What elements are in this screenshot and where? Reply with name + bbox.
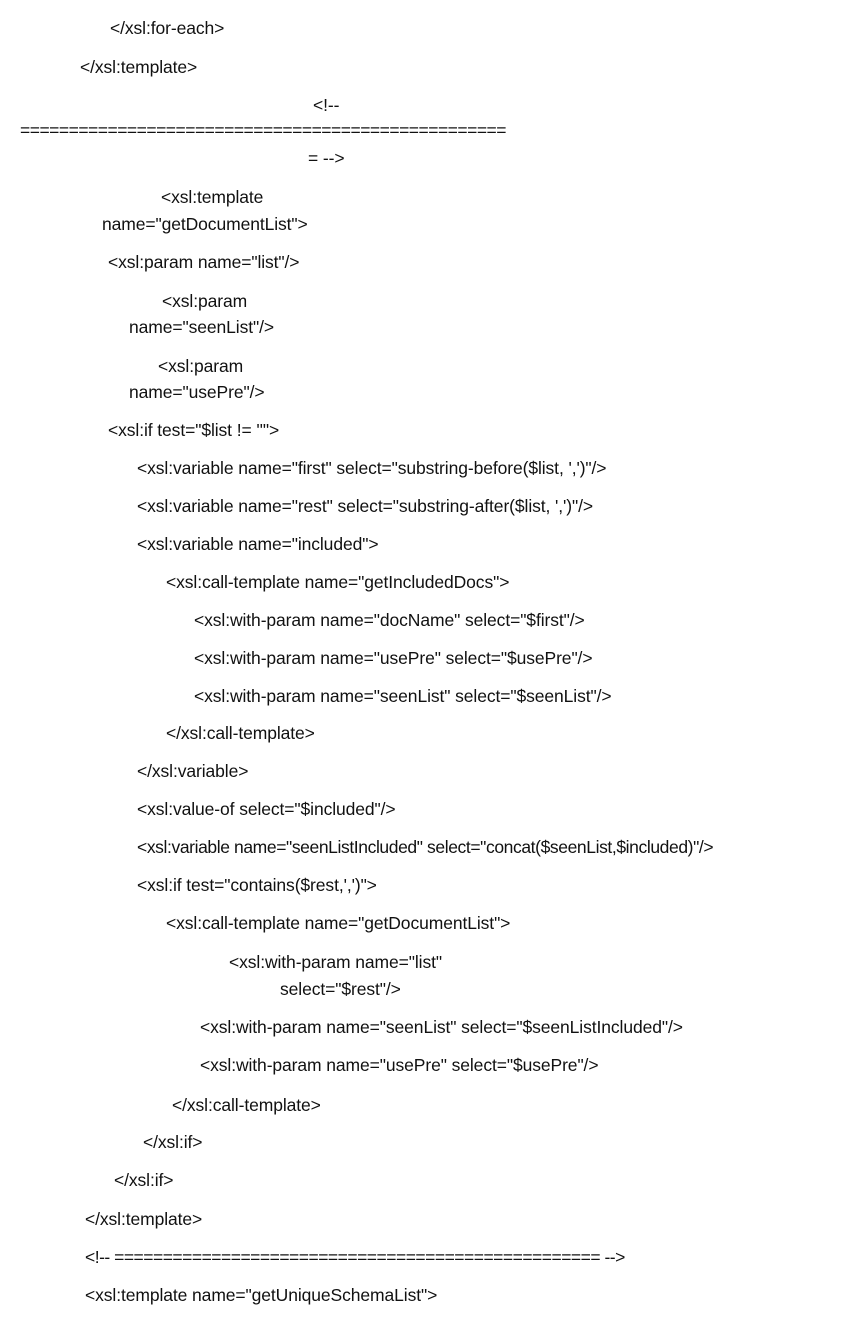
code-line: name="seenList"/> [129,317,274,337]
code-line: <xsl:with-param name="docName" select="$first"/> [194,610,585,630]
code-line: <xsl:variable name="included"> [137,534,379,554]
code-line: <xsl:call-template name="getIncludedDocs"> [166,572,510,592]
code-line: <xsl:param [162,291,248,311]
code-line: </xsl:template> [80,57,198,77]
code-line: <xsl:variable name="first" select="substring-before($list, ',')"/> [137,458,607,478]
code-line: <xsl:template name="getUniqueSchemaList"> [85,1285,438,1305]
code-line: <xsl:value-of select="$included"/> [137,799,396,819]
code-line: <xsl:variable name="seenListIncluded" select="concat($seenList,$included)"/> [137,837,714,857]
code-line: <xsl:param [158,356,244,376]
code-line: select="$rest"/> [280,979,401,999]
code-line: <xsl:with-param name="seenList" select="$seenListIncluded"/> [200,1017,683,1037]
code-line: <xsl:with-param name="usePre" select="$usePre"/> [200,1055,599,1075]
code-line: <xsl:template [161,187,264,207]
code-line: <xsl:variable name="rest" select="substring-after($list, ',')"/> [137,496,594,516]
code-line: </xsl:if> [114,1170,174,1190]
code-line: </xsl:variable> [137,761,249,781]
code-line: </xsl:call-template> [172,1095,321,1115]
code-line: name="usePre"/> [129,382,265,402]
code-line: <xsl:if test="$list != ''"> [108,420,280,440]
code-line: <xsl:if test="contains($rest,',')"> [137,875,377,895]
code-line: <xsl:param name="list"/> [108,252,300,272]
code-line: ================================================== [20,120,506,140]
code-line: </xsl:if> [143,1132,203,1152]
code-line: name="getDocumentList"> [102,214,308,234]
code-line: </xsl:call-template> [166,723,315,743]
code-line: <!-- ================================================== --> [85,1247,625,1267]
code-line: <xsl:with-param name="seenList" select="$seenList"/> [194,686,612,706]
code-line: = --> [308,148,345,168]
code-line: <xsl:call-template name="getDocumentList"> [166,913,511,933]
code-line: <xsl:with-param name="usePre" select="$usePre"/> [194,648,593,668]
code-line: </xsl:template> [85,1209,203,1229]
code-line: </xsl:for-each> [110,18,225,38]
code-line: <xsl:with-param name="list" [229,952,442,972]
code-line: <!-- [313,95,340,115]
